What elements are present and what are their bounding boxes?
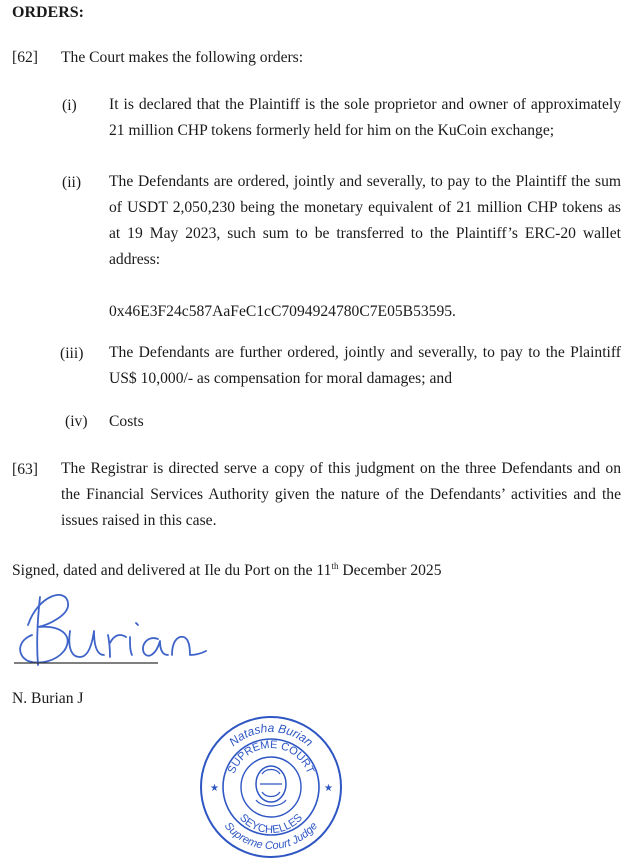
order-number-ii: (ii) [62,174,82,191]
order-number-i: (i) [62,97,77,114]
order-iii-text [109,340,621,392]
svg-text:Supreme Court Judge: Supreme Court Judge [221,820,321,853]
paragraph-63-line-2: the Financial Services Authority given the nature of the Defendants’ activities and the [61,486,621,503]
order-i-line-1: It is declared that the Plaintiff is the sole proprietor and owner of approximately [109,96,621,113]
paragraph-63-line-3: issues raised in this case. [61,512,217,529]
order-ii-line-1: The Defendants are ordered, jointly and severally, to pay to the Plaintiff the sum [109,173,621,190]
order-number-iv: (iv) [65,413,88,430]
order-i-text [109,92,621,144]
order-iv-text: Costs [109,413,144,430]
svg-text:SEYCHELLES: SEYCHELLES [237,811,305,837]
order-number-iii: (iii) [60,345,84,362]
wallet-address: 0x46E3F24c587AaFeC1cC7094924780C7E05B53595. [109,303,456,320]
paragraph-number-63: [63] [12,461,38,478]
order-ii-line-4: address: [109,251,161,268]
signatory-name: N. Burian J [12,690,84,707]
paragraph-number-62: [62] [12,49,38,66]
order-iii-line-1: The Defendants are further ordered, jointly and severally, to pay to the Plaintiff [109,344,621,361]
svg-text:★: ★ [324,783,333,794]
signed-text-start: Signed, dated and delivered at Ile du Port on the 11 [12,562,332,579]
paragraph-63-line-1: The Registrar is directed serve a copy of this judgment on the three Defendants and on [61,460,621,477]
orders-heading: ORDERS: [12,4,85,21]
supreme-court-seal-stamp [196,712,346,862]
signed-text-end: December 2025 [338,562,442,579]
svg-text:SUPREME COURT: SUPREME COURT [225,738,317,776]
signed-statement [12,561,442,580]
order-ii-text [109,169,621,273]
order-iii-line-2: US$ 10,000/- as compensation for moral damages; and [109,370,452,387]
paragraph-62-intro: The Court makes the following orders: [61,49,304,66]
order-ii-line-2: of USDT 2,050,230 being the monetary equivalent of 21 million CHP tokens as [109,199,621,216]
order-ii-line-3: at 19 May 2023, such sum to be transferred to the Plaintiff’s ERC-20 wallet [109,225,621,242]
svg-text:★: ★ [210,783,219,794]
svg-text:Natasha Burian: Natasha Burian [226,721,316,750]
handwritten-signature [8,585,218,675]
paragraph-63-text [61,456,621,534]
date-ordinal-suffix: th [331,561,339,571]
order-i-line-2: 21 million CHP tokens formerly held for him on the KuCoin exchange; [109,122,555,139]
